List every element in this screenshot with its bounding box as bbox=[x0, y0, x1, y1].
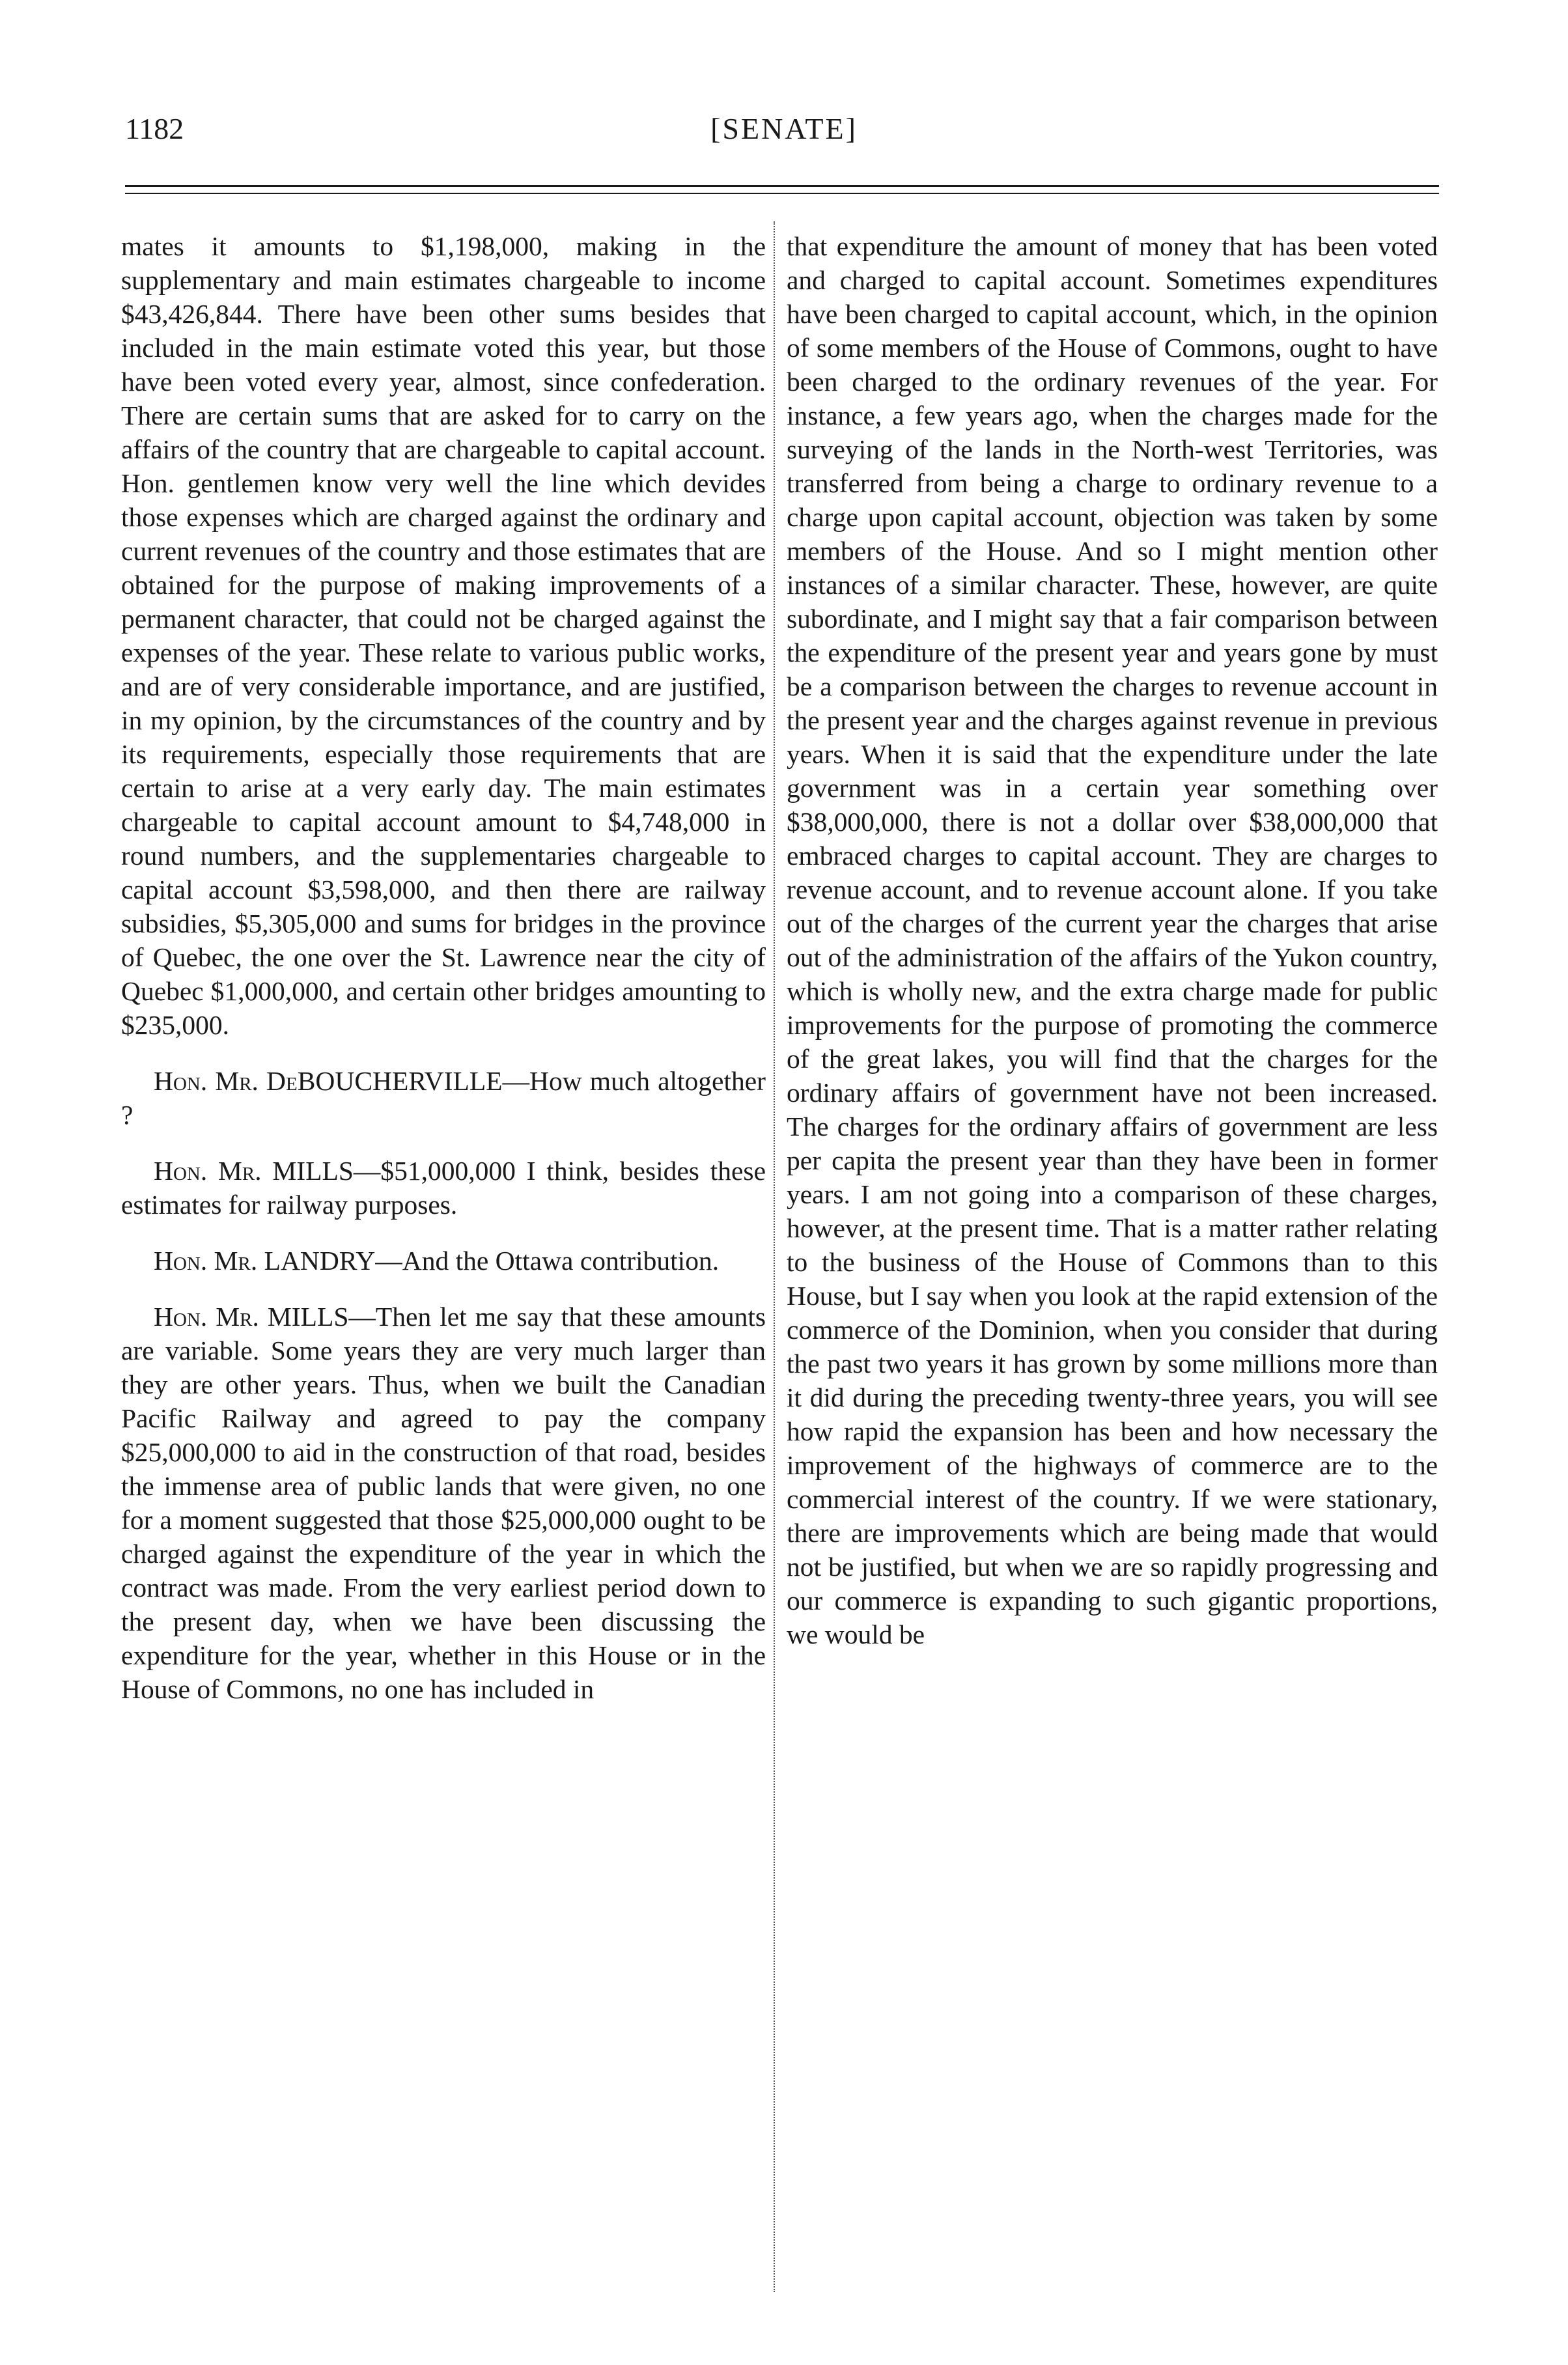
paragraph: mates it amounts to $1,198,000, making in the supplementary and main estimates chargeable to income $43,426,844. There have been other sums besides that included in the main estimate voted this year, but those have been voted every year, almost, since confederation. There are certain sums that are asked for to carry on the affairs of the country that are chargeable to capital account. Hon. gentlemen know very well the line which devides those expenses which are charged against the ordinary and current revenues of the country and those estimates that are obtained for the purpose of making improvements of a permanent character, that could not be charged against the expenses of the year. These relate to various public works, and are of very considerable importance, and are justified, in my opinion, by the circumstances of the country and by its requirements, especially those requirements that are certain to arise at a very early day. The main estimates chargeable to capital account amount to $4,748,000 in round numbers, and the supplementaries chargeable to capital account $3,598,000, and then there are railway subsidies, $5,305,000 and sums for bridges in the province of Quebec, the one over the St. Lawrence near the city of Quebec $1,000,000, and certain other bridges amounting to $235,000. bbox=[121, 231, 766, 1040]
speaker-name: Hon. Mr. MILLS bbox=[154, 1156, 354, 1186]
speech-text: —And the Ottawa contribution. bbox=[375, 1246, 720, 1276]
header-rule-thin bbox=[125, 193, 1439, 194]
column-divider bbox=[774, 221, 775, 2292]
speech-text: —Then let me say that these amounts are variable. Some years they are very much larger than they are other years. Thus, when we built the Canadian Pacific Railway and agreed to pay the company $25,000,000 to aid in the construction of that road, besides the immense area of public lands that were given, no one for a moment suggested that those $25,000,000 ought to be charged against the expenditure of the year in which the contract was made. From the very earliest period down to the present day, when we have been discussing the expenditure for the year, whether in this House or in the House of Commons, no one has included in bbox=[121, 1302, 766, 1704]
speech-text: —$51,000,000 I think, besides these estimates for railway purposes. bbox=[121, 1156, 766, 1220]
speaker-name: Hon. Mr. LANDRY bbox=[154, 1246, 376, 1276]
speaker-name: Hon. Mr. DeBOUCHERVILLE bbox=[154, 1066, 503, 1096]
running-head: [SENATE] bbox=[710, 112, 858, 145]
speech-landry bbox=[121, 1244, 766, 1278]
left-column bbox=[121, 229, 766, 1706]
speech-mills-2 bbox=[121, 1300, 766, 1706]
speech-deboucherville bbox=[121, 1064, 766, 1132]
right-column bbox=[787, 229, 1438, 1651]
speech-mills-1 bbox=[121, 1154, 766, 1222]
header-rule bbox=[125, 185, 1439, 187]
speech-text: —How much altogether ? bbox=[121, 1066, 766, 1130]
paragraph: that expenditure the amount of money that has been voted and charged to capital account. Sometimes expenditures have been charged to capital account, which, in the opinion of some members of the House of Commons, ought to have been charged to the ordinary revenues of the year. For instance, a few years ago, when the charges made for the surveying of the lands in the North-west Territories, was transferred from being a charge to ordinary revenue to a charge upon capital account, objection was taken by some members of the House. And so I might mention other instances of a similar character. These, however, are quite subordinate, and I might say that a fair comparison between the expenditure of the present year and years gone by must be a comparison between the charges to revenue account in the present year and the charges against revenue in previous years. When it is said that the expenditure under the late government was in a certain year something over $38,000,000, there is not a dollar over $38,000,000 that embraced charges to capital account. They are charges to revenue account, and to revenue account alone. If you take out of the charges of the current year the charges that arise out of the administration of the affairs of the Yukon country, which is wholly new, and the extra charge made for public improvements for the purpose of promoting the commerce of the great lakes, you will find that the charges for the ordinary affairs of government have not been increased. The charges for the ordinary affairs of government are less per capita the present year than they have been in former years. I am not going into a comparison of these charges, however, at the present time. That is a matter rather relating to the business of the House of Commons than to this House, but I say when you look at the rapid extension of the commerce of the Dominion, when you consider that during the past two years it has grown by some millions more than it did during the preceding twenty-three years, you will see how rapid the expansion has been and how necessary the improvement of the highways of commerce are to the commercial interest of the country. If we were stationary, there are improvements which are being made that would not be justified, but when we are so rapidly progressing and our commerce is expanding to such gigantic proportions, we would be bbox=[787, 231, 1438, 1649]
speaker-name: Hon. Mr. MILLS bbox=[154, 1302, 349, 1332]
page-number: 1182 bbox=[125, 112, 184, 145]
